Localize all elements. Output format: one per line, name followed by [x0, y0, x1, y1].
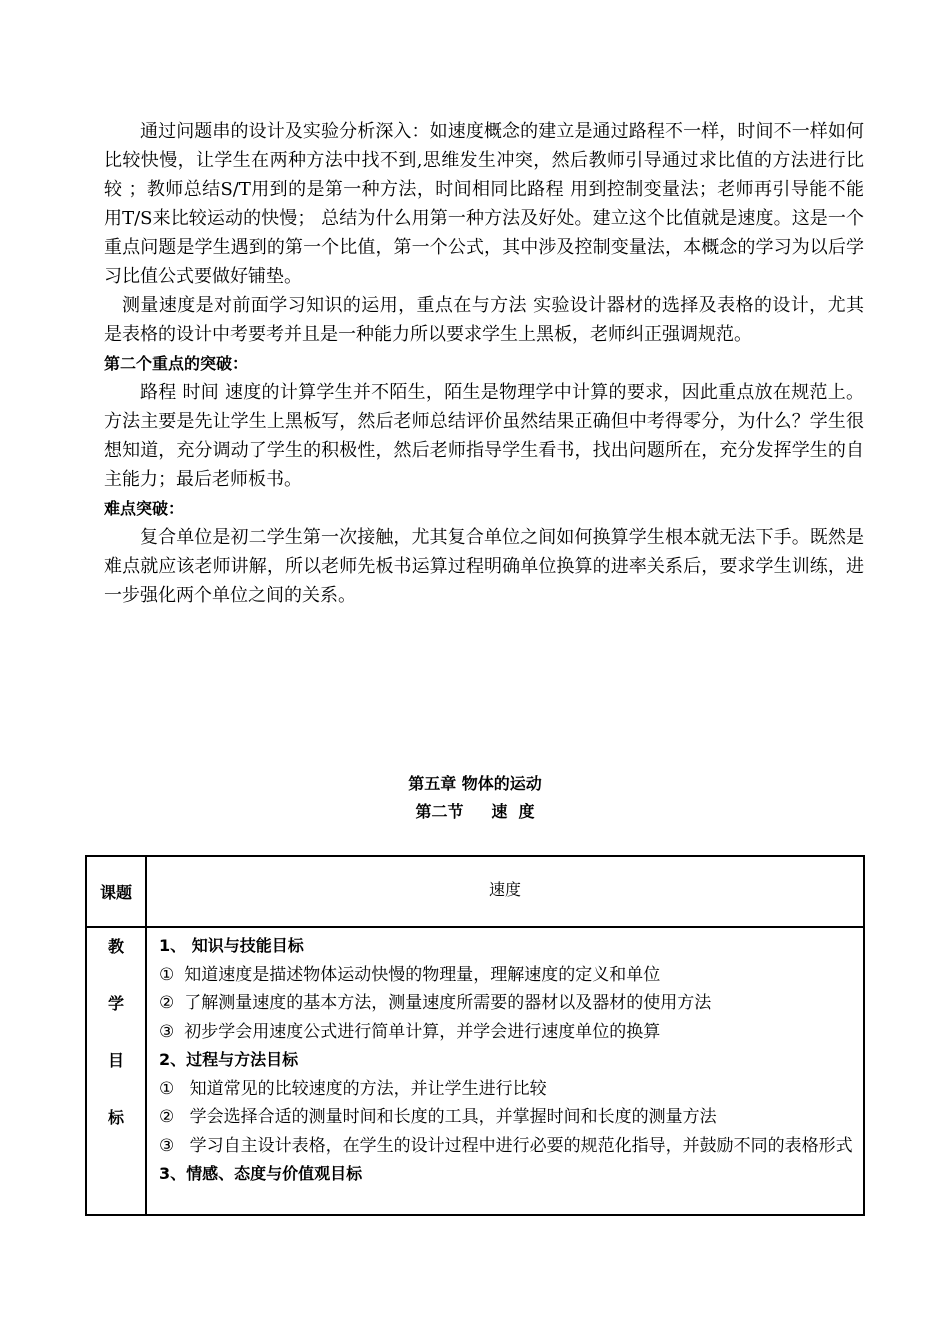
objectives-label-char: 教	[107, 937, 124, 956]
item-marker: ③	[159, 1021, 175, 1042]
objective-text: 知道常见的比较速度的方法，并让学生进行比较	[184, 1078, 547, 1099]
objective-text: 学会选择合适的测量时间和长度的工具，并掌握时间和长度的测量方法	[184, 1107, 717, 1127]
objective-text: 了解测量速度的基本方法，测量速度所需要的器材以及器材的使用方法	[184, 993, 712, 1013]
section-title-text: 第二节 速 度	[415, 802, 535, 821]
table-row-topic	[87, 857, 863, 928]
paragraph-units: 复合单位是初二学生第一次接触，尤其复合单位之间如何换算学生根本就无法下手。既然是难点就应该老师讲解，所以老师先板书运算过程明确单位换算的进率关系后，要求学生训练，进一步强化两个单位之间的关系。	[104, 527, 864, 606]
item-marker: ③	[159, 1135, 175, 1156]
item-marker: ①	[159, 1078, 175, 1099]
objectives-label-char: 目	[107, 1051, 124, 1070]
chapter-title: 第五章 物体的运动	[408, 774, 542, 793]
item-marker: ①	[159, 964, 175, 985]
objective-item	[159, 989, 859, 1018]
objective-heading-knowledge: 1、 知识与技能目标	[159, 936, 304, 955]
paragraph-concept: 通过问题串的设计及实验分析深入：如速度概念的建立是通过路程不一样，时间不一样如何比较快慢，让学生在两种方法中找不到,思维发生冲突，然后教师引导通过求比值的方法进行比较 ；教师总结S/T用到的是第一种方法，时间相同比路程 用到控制变量法；老师再引导能不能用T/S来比较运动的快慢； 总结为什么用第一种方法及好处。建立这个比值就是速度。这是一个重点问题是学生遇到的第一个比值，第一个公式，其中涉及控制变量法，本概念的学习为以后学习比值公式要做好铺垫。	[104, 121, 864, 287]
heading-second-key-point: 第二个重点的突破：	[104, 354, 249, 373]
table-divider	[145, 857, 147, 1214]
objective-item	[159, 1018, 859, 1047]
objectives-label-char: 学	[107, 994, 124, 1013]
topic-label: 课题	[99, 883, 132, 902]
objective-item	[159, 961, 859, 990]
objective-text: 初步学会用速度公式进行简单计算，并学会进行速度单位的换算	[184, 1021, 661, 1042]
objective-heading-process: 2、过程与方法目标	[159, 1050, 299, 1069]
objective-text: 知道速度是描述物体运动快慢的物理量，理解速度的定义和单位	[184, 964, 661, 985]
objective-item	[159, 1075, 859, 1104]
objective-item	[159, 1103, 859, 1132]
objective-text: 学习自主设计表格，在学生的设计过程中进行必要的规范化指导，并鼓励不同的表格形式	[184, 1135, 853, 1156]
objectives-label-char: 标	[107, 1108, 124, 1127]
objective-item	[159, 1132, 859, 1161]
section-title	[0, 801, 950, 823]
objectives-list	[159, 932, 859, 1189]
lesson-table	[85, 855, 865, 1216]
heading-difficulty: 难点突破：	[104, 499, 185, 518]
item-marker: ②	[159, 1107, 175, 1127]
objective-heading-attitude: 3、情感、态度与价值观目标	[159, 1164, 363, 1183]
paragraph-measurement: 测量速度是对前面学习知识的运用，重点在与方法 实验设计器材的选择及表格的设计，尤其是表格的设计中考要考并且是一种能力所以要求学生上黑板，老师纠正强调规范。	[104, 295, 864, 345]
body-text	[104, 117, 864, 610]
paragraph-calculation: 路程 时间 速度的计算学生并不陌生，陌生是物理学中计算的要求，因此重点放在规范上。方法主要是先让学生上黑板写，然后老师总结评价虽然结果正确但中考得零分，为什么？学生很想知道，充分调动了学生的积极性，然后老师指导学生看书，找出问题所在，充分发挥学生的自主能力；最后老师板书。	[104, 382, 864, 490]
topic-value: 速度	[488, 880, 521, 899]
item-marker: ②	[159, 993, 175, 1013]
